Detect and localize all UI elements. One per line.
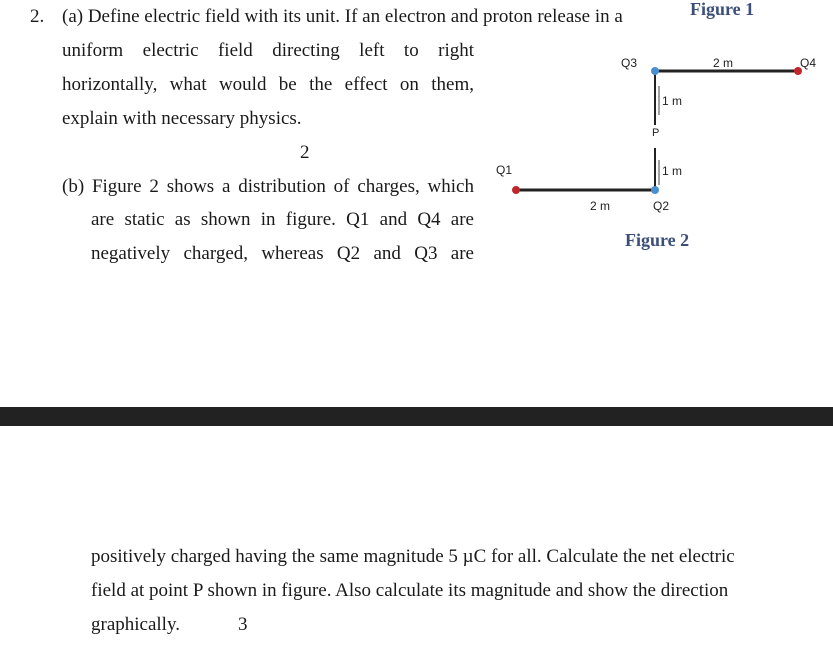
part-b-line-2: are static as shown in figure. Q1 and Q4 are (91, 209, 474, 230)
part-a-line-4: explain with necessary physics. (62, 108, 302, 129)
part-b-line-3: negatively charged, whereas Q2 and Q3 are (91, 243, 474, 264)
label-point-p: P (652, 127, 660, 139)
label-q4: Q4 (800, 56, 817, 70)
label-q2: Q2 (653, 199, 670, 213)
figure-1-caption: Figure 1 (690, 0, 755, 19)
part-b-continuation-3: graphically. (91, 614, 180, 635)
label-dist-p-q2: 1 m (662, 164, 683, 178)
label-dist-q1-q2: 2 m (590, 199, 611, 213)
part-a-marks: 2 (300, 142, 310, 163)
part-b-marks: 3 (238, 614, 248, 635)
part-a-line-3: horizontally, what would be the effect on them, (62, 74, 474, 95)
charge-q1-dot (512, 186, 520, 194)
part-b-continuation-1: positively charged having the same magnitude 5 µC for all. Calculate the net electric (91, 546, 735, 567)
charge-diagram (0, 0, 833, 300)
charge-q3-dot (651, 67, 659, 75)
figure-2-caption: Figure 2 (625, 230, 690, 250)
part-b-line-1: (b) Figure 2 shows a distribution of charges, which (62, 176, 474, 197)
label-dist-q3-q4: 2 m (713, 56, 734, 70)
question-number: 2. (30, 6, 45, 27)
part-a-line-1: (a) Define electric field with its unit. If an electron and proton release in a (62, 6, 623, 27)
label-q3: Q3 (621, 56, 638, 70)
charge-q2-dot (651, 186, 659, 194)
page-divider (0, 407, 833, 426)
part-b-continuation-2: field at point P shown in figure. Also calculate its magnitude and show the direction (91, 580, 729, 601)
label-dist-q3-p: 1 m (662, 94, 683, 108)
part-a-line-2: uniform electric field directing left to right (62, 40, 474, 61)
label-q1: Q1 (496, 163, 513, 177)
